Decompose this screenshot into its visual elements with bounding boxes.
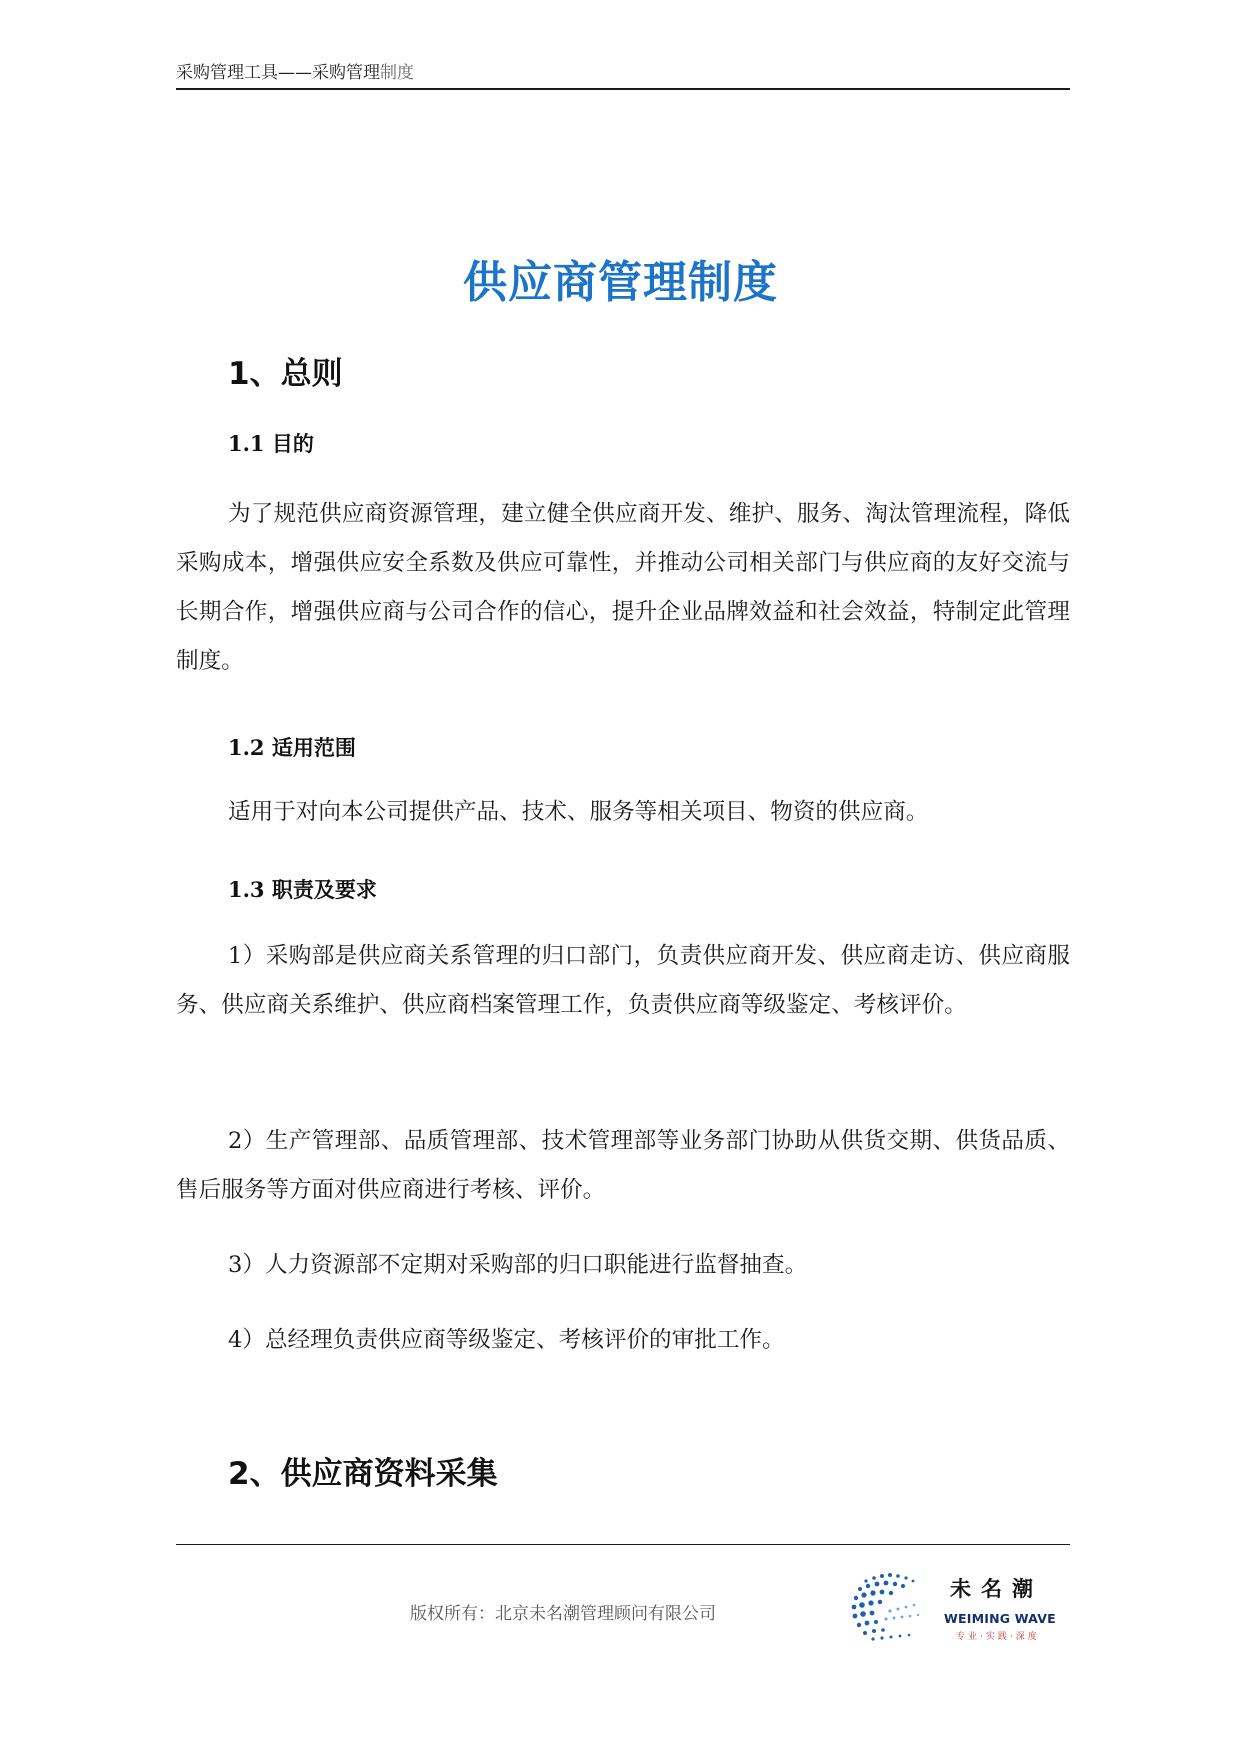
subsection-heading-purpose: 1.1 目的	[228, 431, 314, 456]
logo-chinese-name: 未名潮	[950, 1577, 1043, 1601]
logo-tagline: 专业·实践·深度	[956, 1632, 1040, 1642]
footer-divider	[176, 1544, 1070, 1545]
subsection-heading-duties: 1.3 职责及要求	[228, 877, 377, 902]
subsection-heading-scope: 1.2 适用范围	[228, 735, 356, 760]
paragraph-purpose: 为了规范供应商资源管理，建立健全供应商开发、维护、服务、淘汰管理流程，降低采购成本，增强供应安全系数及供应可靠性，并推动公司相关部门与供应商的友好交流与长期合作，增强供应商与公司合作的信心，提升企业品牌效益和社会效益，特制定此管理制度。	[176, 501, 1070, 674]
paragraph-duty-4: 4）总经理负责供应商等级鉴定、考核评价的审批工作。	[228, 1327, 785, 1353]
header-title	[176, 58, 414, 83]
logo-english-name: WEIMING WAVE	[944, 1611, 1056, 1626]
document-title: 供应商管理制度	[463, 257, 778, 308]
section-heading-general: 1、总则	[228, 356, 343, 392]
paragraph-duty-1: 1）采购部是供应商关系管理的归口部门，负责供应商开发、供应商走访、供应商服务、供应商关系维护、供应商档案管理工作，负责供应商等级鉴定、考核评价。	[176, 943, 1070, 1018]
wave-logo-icon	[846, 1567, 936, 1647]
company-logo	[846, 1567, 1076, 1647]
header-divider	[176, 88, 1070, 90]
paragraph-scope: 适用于对向本公司提供产品、技术、服务等相关项目、物资的供应商。	[228, 799, 929, 825]
footer-copyright: 版权所有：北京未名潮管理顾问有限公司	[410, 1604, 716, 1624]
paragraph-duty-2: 2）生产管理部、品质管理部、技术管理部等业务部门协助从供货交期、供货品质、售后服务等方面对供应商进行考核、评价。	[176, 1128, 1070, 1203]
header-title-main: 采购管理工具——采购管理	[176, 63, 380, 83]
header-title-tail: 制度	[380, 63, 414, 83]
paragraph-duty-3: 3）人力资源部不定期对采购部的归口职能进行监督抽查。	[228, 1252, 808, 1278]
section-heading-data-collection: 2、供应商资料采集	[228, 1456, 498, 1492]
